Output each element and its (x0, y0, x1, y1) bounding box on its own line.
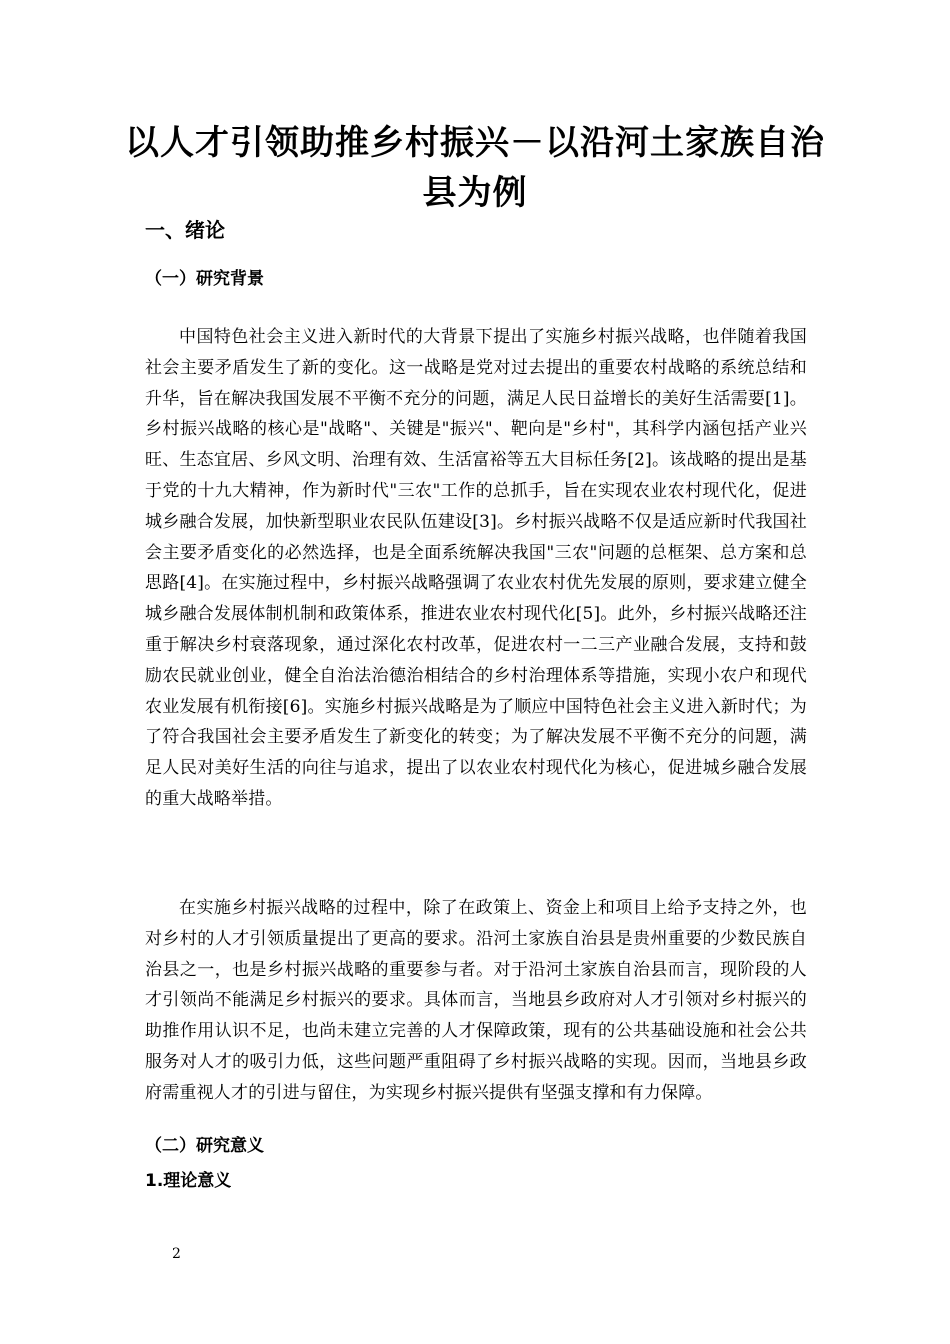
section-heading-introduction: 一、绪论 (145, 218, 225, 242)
subsection-heading-background: （一）研究背景 (145, 269, 264, 289)
subsection-heading-theoretical-significance: 1.理论意义 (145, 1171, 232, 1191)
paragraph-background-1: 中国特色社会主义进入新时代的大背景下提出了实施乡村振兴战略，也伴随着我国社会主要矛盾发生了新的变化。这一战略是党对过去提出的重要农村战略的系统总结和升华，旨在解决我国发展不平衡不充分的问题，满足人民日益增长的美好生活需要[1]。乡村振兴战略的核心是"战略"、关键是"振兴"、靶向是"乡村"，其科学内涵包括产业兴旺、生态宜居、乡风文明、治理有效、生活富裕等五大目标任务[2]。该战略的提出是基于党的十九大精神，作为新时代"三农"工作的总抓手，旨在实现农业农村现代化，促进城乡融合发展，加快新型职业农民队伍建设[3]。乡村振兴战略不仅是适应新时代我国社会主要矛盾变化的必然选择，也是全面系统解决我国"三农"问题的总框架、总方案和总思路[4]。在实施过程中，乡村振兴战略强调了农业农村优先发展的原则，要求建立健全城乡融合发展体制机制和政策体系，推进农业农村现代化[5]。此外，乡村振兴战略还注重于解决乡村衰落现象，通过深化农村改革，促进农村一二三产业融合发展，支持和鼓励农民就业创业，健全自治法治德治相结合的乡村治理体系等措施，实现小农户和现代农业发展有机衔接[6]。实施乡村振兴战略是为了顺应中国特色社会主义进入新时代；为了符合我国社会主要矛盾发生了新变化的转变；为了解决发展不平衡不充分的问题，满足人民对美好生活的向往与追求，提出了以农业农村现代化为核心，促进城乡融合发展的重大战略举措。 (145, 327, 807, 809)
document-title: 以人才引领助推乡村振兴－以沿河土家族自治县为例 (125, 123, 825, 213)
page-number: 2 (172, 1246, 181, 1262)
paragraph-background-2: 在实施乡村振兴战略的过程中，除了在政策上、资金上和项目上给予支持之外，也对乡村的人才引领质量提出了更高的要求。沿河土家族自治县是贵州重要的少数民族自治县之一，也是乡村振兴战略的重要参与者。对于沿河土家族自治县而言，现阶段的人才引领尚不能满足乡村振兴的要求。具体而言，当地县乡政府对人才引领对乡村振兴的助推作用认识不足，也尚未建立完善的人才保障政策，现有的公共基础设施和社会公共服务对人才的吸引力低，这些问题严重阻碍了乡村振兴战略的实现。因而，当地县乡政府需重视人才的引进与留住，为实现乡村振兴提供有坚强支撑和有力保障。 (145, 898, 807, 1103)
subsection-heading-significance: （二）研究意义 (145, 1136, 264, 1156)
